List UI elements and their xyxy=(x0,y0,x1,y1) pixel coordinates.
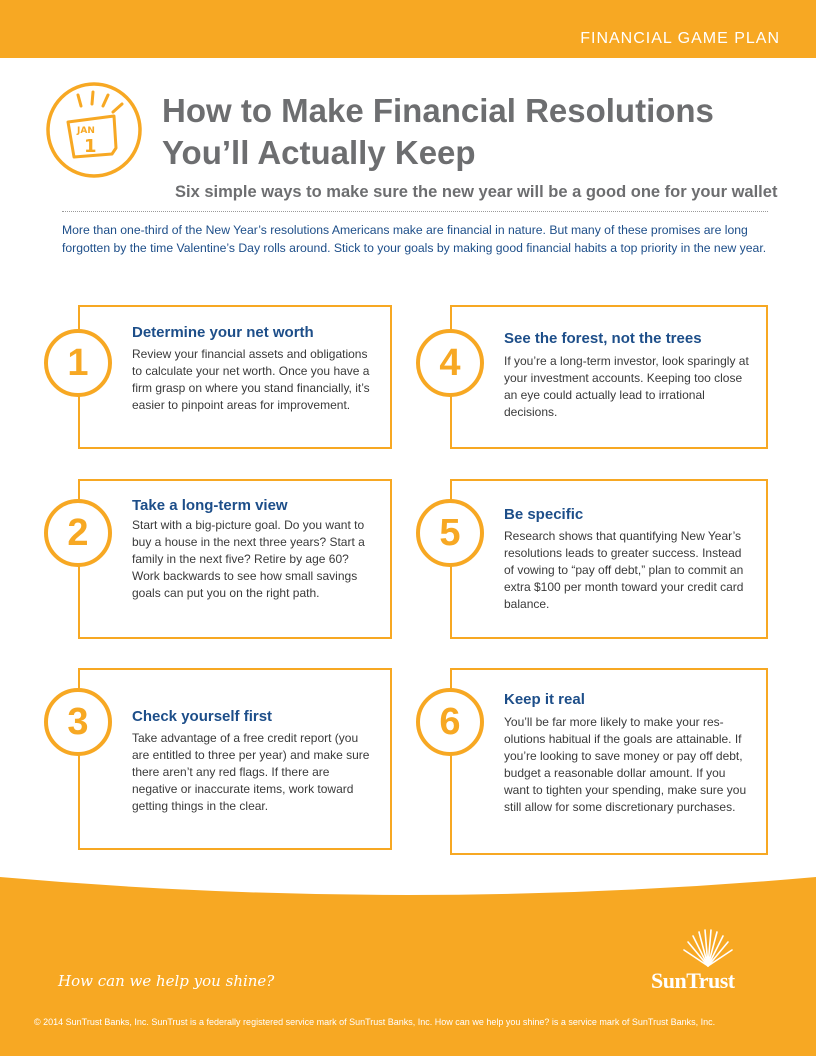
tip-number-2: 2 xyxy=(44,499,112,567)
tip-number-6: 6 xyxy=(416,688,484,756)
title-line-1: How to Make Financial Resolutions xyxy=(162,92,714,129)
intro-paragraph: More than one-third of the New Year’s resolutions Americans make are financial in nature. But many of these promises are long forgotten by the time Valentine’s Day rolls around. Stick to your goals by making good financial habits a top priority in the new year. xyxy=(62,223,767,255)
tip-body-6: You’ll be far more likely to make your resolutions habitual if the goals are attainable. If you’re looking to save money or pay off debt, budget a reasonable dollar amount. If you want to tighten your spending, make sure you still allow for some discretionary purchases. xyxy=(504,715,747,814)
page-title xyxy=(162,90,782,174)
tip-title-5: Be specific xyxy=(504,506,584,523)
suntrust-logo: SunTrust xyxy=(651,968,735,993)
tip-title-4: See the forest, not the trees xyxy=(504,330,702,347)
tip-title-1: Determine your net worth xyxy=(132,324,314,341)
header-bar xyxy=(0,0,816,58)
calendar-day: 1 xyxy=(84,136,97,157)
tip-body-2: Start with a big-picture goal. Do you want to buy a house in the next three years? Start a family in the next five? Retire by age 60? Work backwards to see how small savings goals can put you on the right path. xyxy=(132,518,365,600)
tip-number-1: 1 xyxy=(44,329,112,397)
calendar-month: JAN xyxy=(77,126,95,136)
page-subtitle: Six simple ways to make sure the new year will be a good one for your wallet xyxy=(175,183,778,201)
title-line-2: You’ll Actually Keep xyxy=(162,134,476,171)
calendar-icon xyxy=(44,80,144,180)
tip-number-3: 3 xyxy=(44,688,112,756)
tip-number-4: 4 xyxy=(416,329,484,397)
tip-body-5: Research shows that quantifying New Year’s resolutions leads to greater success. Instead of vowing to “pay off debt,” plan to commit an extra $100 per month toward your credit card balance. xyxy=(504,529,744,611)
divider xyxy=(62,211,768,212)
tip-title-3: Check yourself first xyxy=(132,708,273,725)
suntrust-sun-icon xyxy=(678,928,738,968)
header-label: FINANCIAL GAME PLAN xyxy=(580,30,780,47)
tip-number-5: 5 xyxy=(416,499,484,567)
tip-title-6: Keep it real xyxy=(504,691,585,708)
tip-body-4: If you’re a long-term investor, look sparingly at your investment accounts. Keeping too close an eye could actually lead to irrational decisions. xyxy=(504,354,749,419)
copyright-text: © 2014 SunTrust Banks, Inc. SunTrust is a federally registered service mark of SunTrust Banks, Inc. How can we help you shine? is a service mark of SunTrust Banks, Inc. xyxy=(34,1017,716,1027)
tip-body-3: Take advantage of a free credit report (you are entitled to three per year) and make sure there aren’t any red flags. If there are negative or inaccurate items, work toward getting things in the clear. xyxy=(132,731,370,813)
tip-title-2: Take a long-term view xyxy=(132,497,288,514)
tip-body-1: Review your financial assets and obligations to calculate your net worth. Once you have a firm grasp on where you stand financially, it’s easier to pinpoint areas for improvement. xyxy=(132,347,370,412)
footer-tagline: How can we help you shine? xyxy=(58,972,275,990)
